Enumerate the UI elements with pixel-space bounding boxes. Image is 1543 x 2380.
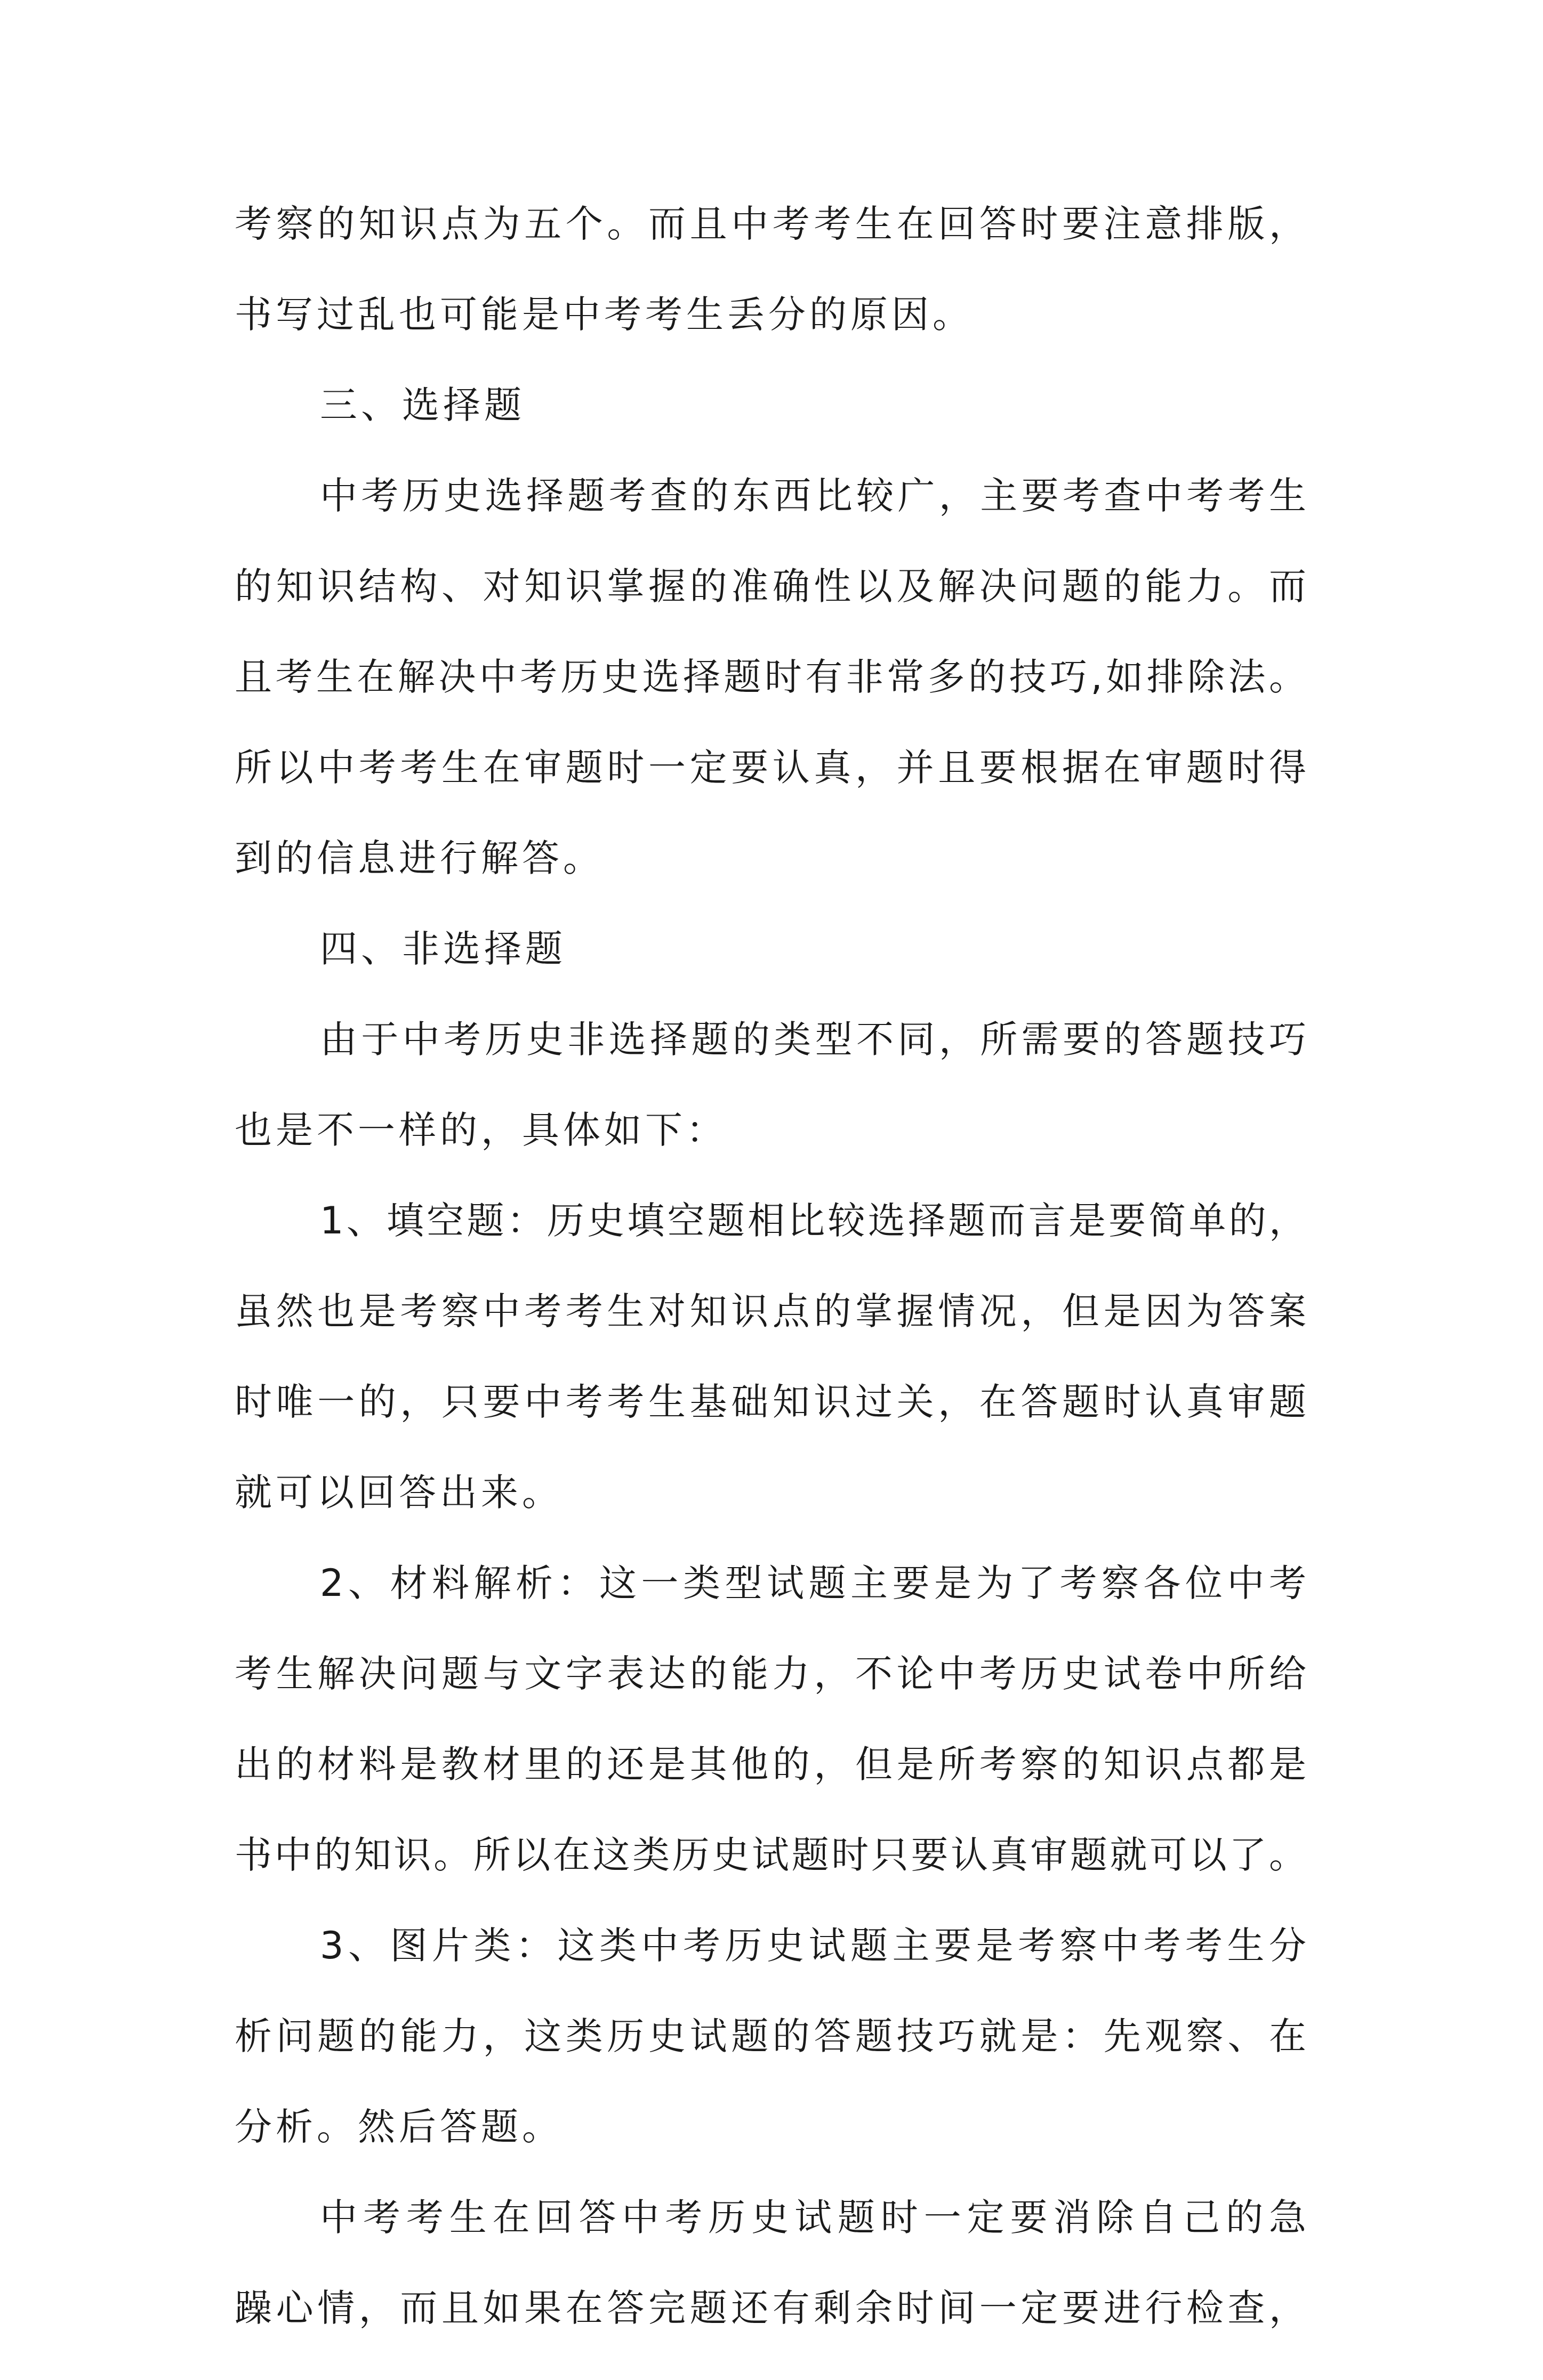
paragraph-line: 分析。然后答题。 — [235, 2105, 563, 2149]
section-heading: 四、非选择题 — [320, 927, 566, 971]
paragraph-line: 中考历史选择题考查的东西比较广，主要考查中考考生 — [320, 474, 1306, 518]
paragraph-line: 且考生在解决中考历史选择题时有非常多的技巧,如排除法。 — [235, 655, 1306, 699]
document-body — [235, 202, 1306, 2380]
list-item-line: 2、材料解析：这一类型试题主要是为了考察各位中考 — [320, 1561, 1306, 1605]
paragraph-line: 躁心情，而且如果在答完题还有剩余时间一定要进行检查， — [235, 2286, 1306, 2330]
paragraph-line: 考察的知识点为五个。而且中考考生在回答时要注意排版， — [235, 202, 1306, 246]
paragraph-line: 的知识结构、对知识掌握的准确性以及解决问题的能力。而 — [235, 564, 1306, 608]
paragraph-line: 出的材料是教材里的还是其他的，但是所考察的知识点都是 — [235, 1742, 1306, 1786]
paragraph-line: 由于中考历史非选择题的类型不同，所需要的答题技巧 — [320, 1018, 1306, 1061]
paragraph-line: 考生解决问题与文字表达的能力，不论中考历史试卷中所给 — [235, 1652, 1306, 1696]
paragraph-line: 析问题的能力，这类历史试题的答题技巧就是：先观察、在 — [235, 2014, 1306, 2058]
paragraph-line: 时唯一的，只要中考考生基础知识过关，在答题时认真审题 — [235, 1380, 1306, 1424]
paragraph-line: 虽然也是考察中考考生对知识点的掌握情况，但是因为答案 — [235, 1289, 1306, 1333]
paragraph-line: 所以中考考生在审题时一定要认真，并且要根据在审题时得 — [235, 746, 1306, 789]
paragraph-line: 中考考生在回答中考历史试题时一定要消除自己的急 — [320, 2196, 1306, 2239]
paragraph-line: 到的信息进行解答。 — [235, 836, 604, 880]
section-heading: 三、选择题 — [320, 383, 525, 427]
paragraph-line: 书中的知识。所以在这类历史试题时只要认真审题就可以了。 — [235, 1833, 1306, 1877]
paragraph-line: 就可以回答出来。 — [235, 1471, 563, 1514]
paragraph-line: 书写过乱也可能是中考考生丢分的原因。 — [235, 293, 974, 336]
list-item-line: 1、填空题：历史填空题相比较选择题而言是要简单的， — [320, 1199, 1306, 1243]
paragraph-line: 也是不一样的，具体如下： — [235, 1108, 727, 1152]
list-item-line: 3、图片类：这类中考历史试题主要是考察中考考生分 — [320, 1924, 1306, 1967]
